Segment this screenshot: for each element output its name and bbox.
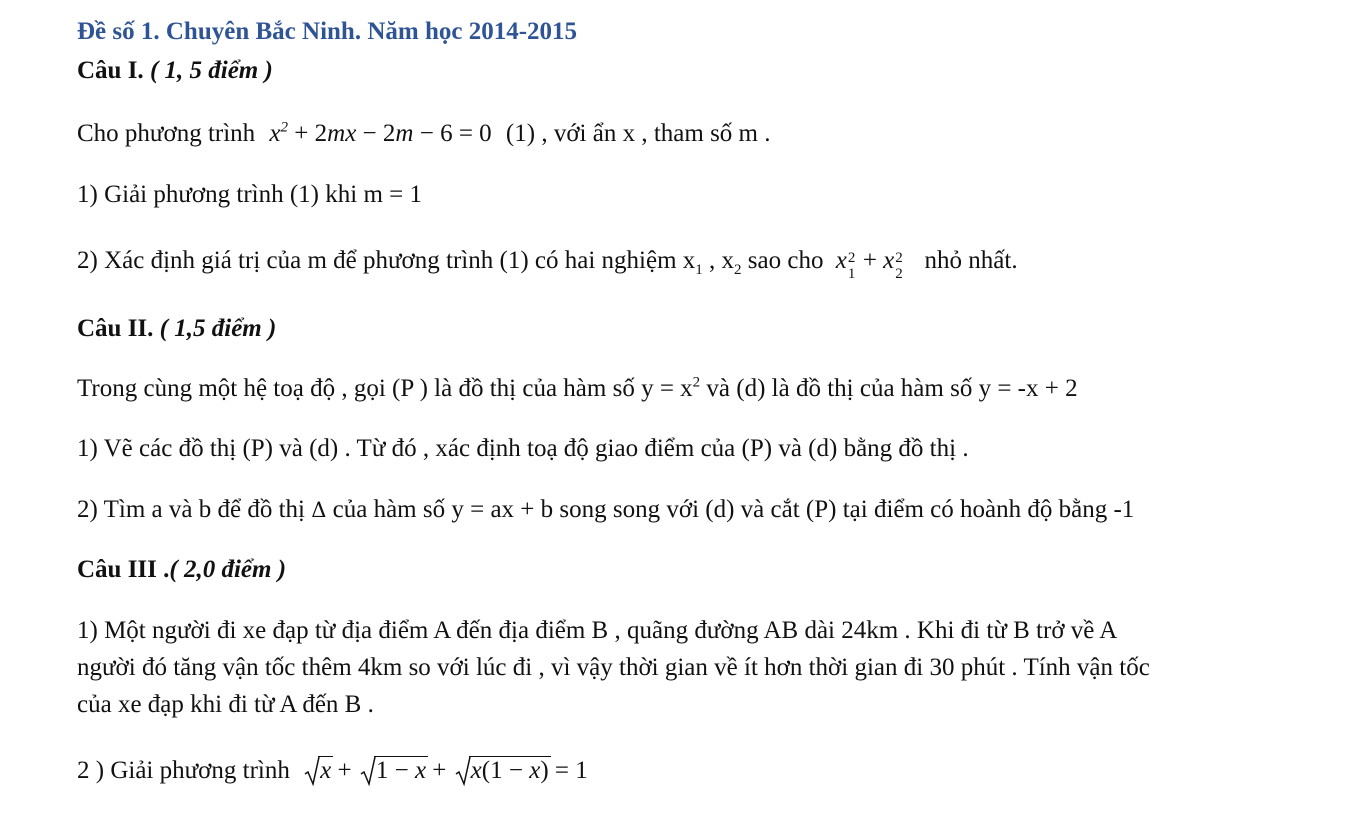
sqrt-1-minus-x: 1 − x xyxy=(360,756,426,786)
radical-sign-icon xyxy=(360,756,378,786)
question-1-label: Câu I. xyxy=(77,57,144,84)
question-1-intro xyxy=(77,119,771,149)
question-1-heading xyxy=(77,56,273,86)
radical-equation: x + 1 − x + x(1 − x) = 1 xyxy=(302,757,588,784)
question-2-points: ( 1,5 điểm ) xyxy=(159,315,277,342)
question-3-label: Câu III . xyxy=(77,556,170,583)
question-2-item-2-tail: của hàm số y = ax + b song song với (d) và cắt (P) tại điểm có hoành độ bằng -1 xyxy=(326,496,1135,523)
question-3-item-2 xyxy=(77,756,588,786)
question-3-item-1-line-2: người đó tăng vận tốc thêm 4km so với lúc đi , vì vậy thời gian về ít hơn thời gian đi 30 phút . Tính vận tốc xyxy=(77,654,1150,681)
question-1-item-2-mid: , x xyxy=(702,247,735,274)
question-1-item-1: 1) Giải phương trình (1) khi m = 1 xyxy=(77,181,422,208)
sqrt-x-times-1-minus-x: x(1 − x) xyxy=(455,756,549,786)
radical-sign-icon xyxy=(455,756,473,786)
question-3-item-1-line-3: của xe đạp khi đi từ A đến B . xyxy=(77,691,374,718)
delta-symbol: Δ xyxy=(311,498,327,522)
sum-of-squares-expression: x 2 1 + x 2 2 xyxy=(835,247,903,282)
question-1-item-2-tail: nhỏ nhất. xyxy=(924,247,1018,274)
question-3-points: ( 2,0 điểm ) xyxy=(169,556,287,583)
sqrt-x: x xyxy=(304,756,331,786)
page-title: Đề số 1. Chuyên Bắc Ninh. Năm học 2014-2015 xyxy=(77,18,578,45)
question-1-item-2: 2) Xác định giá trị của m để phương trình (1) có hai nghiệm $x_1$ , $x_2$ sao cho x 2 1 + x 2 2 nhỏ nhất. xyxy=(77,247,1018,282)
question-1-points: ( 1, 5 điểm ) xyxy=(149,57,273,84)
question-2-item-2 xyxy=(77,495,1134,525)
question-2-label: Câu II. xyxy=(77,315,154,342)
question-1-item-2-mid2: sao cho xyxy=(741,247,824,274)
question-2-heading xyxy=(77,314,276,344)
question-2-item-2-text: 2) Tìm a và b để đồ thị xyxy=(77,496,312,523)
question-3-heading xyxy=(77,555,286,585)
question-1-intro-text: Cho phương trình xyxy=(77,120,256,147)
question-2-intro-text: Trong cùng một hệ toạ độ , gọi (P ) là đồ thị của hàm số y = x xyxy=(77,375,693,402)
question-1-item-2-text: 2) Xác định giá trị của m để phương trình (1) có hai nghiệm x xyxy=(77,247,696,274)
question-1-intro-tail: (1) , với ẩn x , tham số m . xyxy=(505,120,771,147)
question-2-intro: Trong cùng một hệ toạ độ , gọi (P ) là đồ thị của hàm số $y = x^2$ và (d) là đồ thị của hàm số y = -x + 2 xyxy=(77,374,1078,402)
question-2-intro-tail: và (d) là đồ thị của hàm số y = -x + 2 xyxy=(700,375,1078,402)
question-2-item-1: 1) Vẽ các đồ thị (P) và (d) . Từ đó , xác định toạ độ giao điểm của (P) và (d) bằng đồ thị . xyxy=(77,435,969,462)
question-3-item-1-line-1: 1) Một người đi xe đạp từ địa điểm A đến địa điểm B , quãng đường AB dài 24km . Khi đi từ B trở về A xyxy=(77,617,1118,644)
equation-1: $x^2 + 2mx - 2m - 6 = 0$ xyxy=(269,119,492,147)
question-3-item-2-text: 2 ) Giải phương trình xyxy=(77,757,290,784)
radical-sign-icon xyxy=(304,756,322,786)
